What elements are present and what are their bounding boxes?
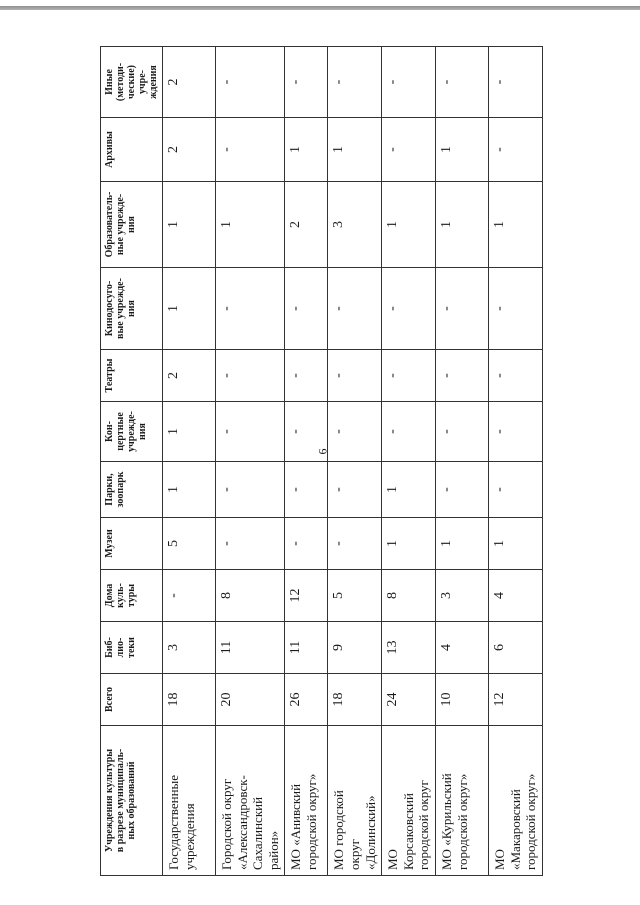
table-cell: 1 [435, 118, 488, 182]
row-label: МО «Анивский городской округ» [285, 726, 328, 876]
table-cell: 1 [328, 118, 382, 182]
table-cell: 10 [435, 674, 488, 726]
table-row [435, 47, 488, 876]
row-label: Государственные учреждения [163, 726, 216, 876]
table-cell: 2 [163, 118, 216, 182]
table-cell: 12 [488, 674, 542, 726]
table-cell: 5 [328, 570, 382, 622]
table-cell: - [328, 518, 382, 570]
table-cell: 4 [435, 622, 488, 674]
table-cell: - [163, 570, 216, 622]
header-cell: Кинодосуго- вые учрежде- ния [101, 268, 163, 350]
table-cell: - [285, 462, 328, 518]
row-label: МО городской округ «Долинский» [328, 726, 382, 876]
table-cell: - [488, 462, 542, 518]
table-cell: - [435, 47, 488, 118]
table-cell: 2 [285, 182, 328, 268]
row-label: Городской округ «Александровск- Сахалинский район» [216, 726, 285, 876]
table-cell: - [328, 47, 382, 118]
header-cell: Парки, зоопарк [101, 462, 163, 518]
header-cell: Всего [101, 674, 163, 726]
table-cell: 1 [285, 118, 328, 182]
table-cell: - [382, 402, 436, 462]
table-cell: - [435, 402, 488, 462]
table-cell: - [435, 268, 488, 350]
table-cell: 1 [163, 462, 216, 518]
row-label: МО «Макаровский городской округ» [488, 726, 542, 876]
table-cell: - [435, 462, 488, 518]
header-cell: Учреждения культуры в разрезе муниципаль- ных образований [101, 726, 163, 876]
table-cell: - [216, 350, 285, 402]
table-cell: - [285, 402, 328, 462]
table-cell: 20 [216, 674, 285, 726]
table-cell: - [285, 518, 328, 570]
table-cell: - [382, 268, 436, 350]
table-cell: 1 [163, 182, 216, 268]
table-cell: 18 [328, 674, 382, 726]
table-cell: 1 [488, 182, 542, 268]
table-header-row [101, 47, 163, 876]
header-cell: Дома куль- туры [101, 570, 163, 622]
table-cell: 3 [328, 182, 382, 268]
table-stage [100, 47, 539, 876]
table-cell: 11 [285, 622, 328, 674]
table-cell: - [328, 462, 382, 518]
table-cell: 18 [163, 674, 216, 726]
table-cell: - [382, 47, 436, 118]
table-cell: 3 [435, 570, 488, 622]
table-cell: - [216, 518, 285, 570]
table-cell: - [216, 118, 285, 182]
header-cell: Биб- лио- теки [101, 622, 163, 674]
table-cell: 1 [488, 518, 542, 570]
header-cell: Иные (методи- ческие) учре- ждения [101, 47, 163, 118]
table-cell: 13 [382, 622, 436, 674]
table-cell: - [285, 268, 328, 350]
table-cell: 1 [382, 518, 436, 570]
table-cell: - [216, 47, 285, 118]
table-cell: - [488, 402, 542, 462]
row-label: МО Корсаковский городской округ [382, 726, 436, 876]
table-cell: - [328, 402, 382, 462]
row-label: МО «Курильский городской округ» [435, 726, 488, 876]
header-cell: Театры [101, 350, 163, 402]
scan-artifact-line [0, 6, 640, 10]
table-cell: - [285, 350, 328, 402]
table-cell: 5 [163, 518, 216, 570]
header-cell: Кон- цертные учрежде- ния [101, 402, 163, 462]
table-cell: 1 [163, 402, 216, 462]
table-row [216, 47, 285, 876]
table-cell: 11 [216, 622, 285, 674]
table-cell: 6 [488, 622, 542, 674]
table-cell: - [285, 47, 328, 118]
table-cell: 9 [328, 622, 382, 674]
table-cell: 4 [488, 570, 542, 622]
table-cell: - [216, 402, 285, 462]
table-cell: - [488, 268, 542, 350]
table-row [328, 47, 382, 876]
table-cell: 8 [216, 570, 285, 622]
header-cell: Архивы [101, 118, 163, 182]
table-cell: 8 [382, 570, 436, 622]
table-cell: 12 [285, 570, 328, 622]
header-cell: Музеи [101, 518, 163, 570]
table-cell: - [328, 268, 382, 350]
table-cell: 1 [163, 268, 216, 350]
table-cell: - [435, 350, 488, 402]
table-cell: 2 [163, 47, 216, 118]
table-cell: 3 [163, 622, 216, 674]
table-row [163, 47, 216, 876]
table-cell: - [216, 268, 285, 350]
table-cell: 24 [382, 674, 436, 726]
table-row [488, 47, 542, 876]
institutions-table [100, 46, 543, 876]
table-cell: 1 [216, 182, 285, 268]
table-cell: 1 [435, 182, 488, 268]
table-cell: 1 [382, 462, 436, 518]
table-cell: - [382, 350, 436, 402]
table-cell: - [328, 350, 382, 402]
table-row [285, 47, 328, 876]
table-cell: - [488, 350, 542, 402]
header-cell: Образователь- ные учрежде- ния [101, 182, 163, 268]
table-cell: 2 [163, 350, 216, 402]
table-cell: - [216, 462, 285, 518]
table-row [382, 47, 436, 876]
table-cell: - [382, 118, 436, 182]
table-cell: - [488, 118, 542, 182]
table-cell: 1 [435, 518, 488, 570]
table-cell: - [488, 47, 542, 118]
table-cell: 26 [285, 674, 328, 726]
page-number: 6 [315, 448, 330, 455]
table-cell: 1 [382, 182, 436, 268]
